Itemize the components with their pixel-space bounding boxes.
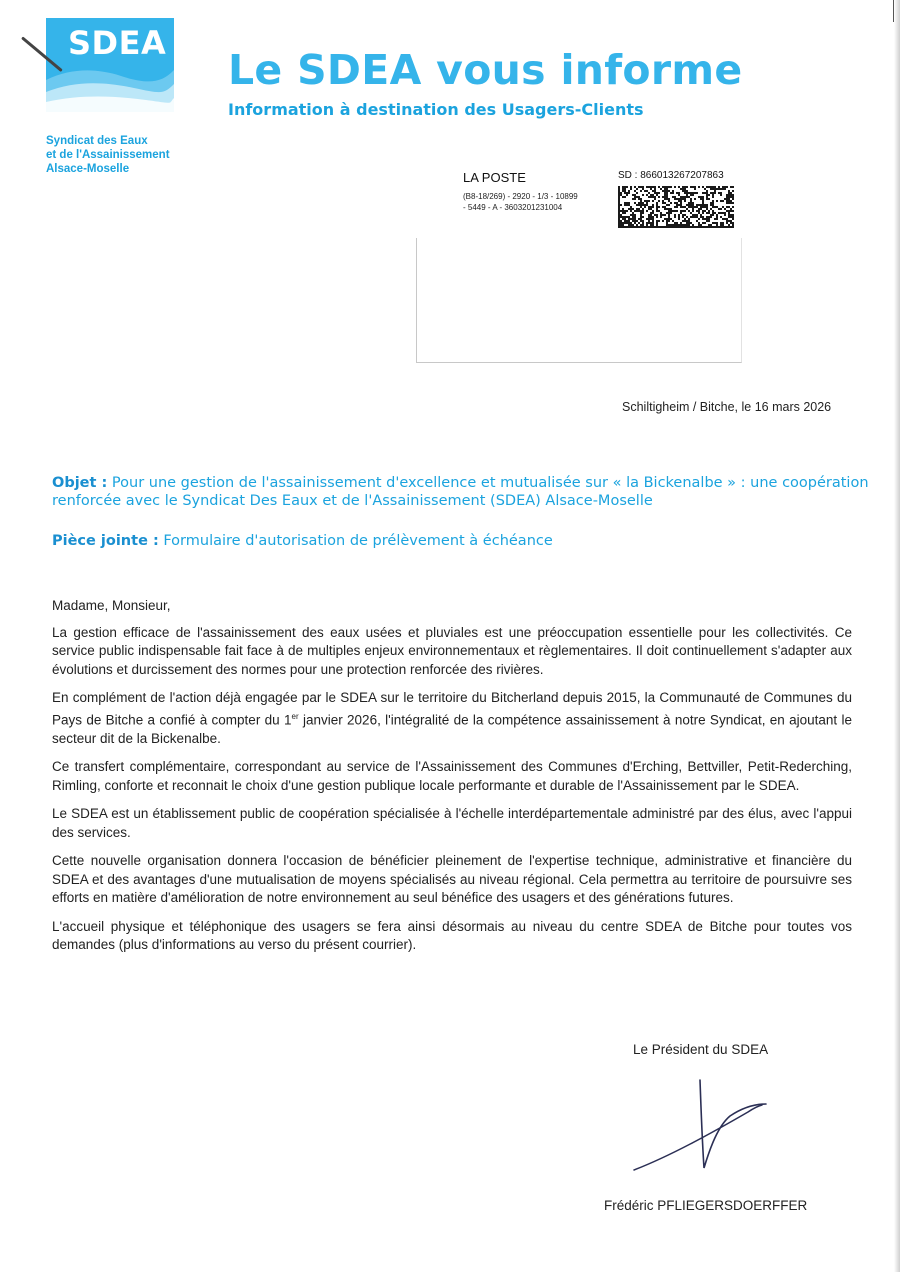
paragraph: La gestion efficace de l'assainissement des eaux usées et pluviales est une préoccupation essentielle pour les collectivités. Ce service public indispensable fait face à de multiples enjeux environnementaux et règlementaires. Il doit continuellement s'adapter aux évolutions et durcissement des normes pour une protection renforcée des rivières. bbox=[52, 624, 852, 677]
signer-title: Le Président du SDEA bbox=[633, 1042, 769, 1057]
subject-line bbox=[52, 474, 872, 510]
attachment-text: Formulaire d'autorisation de prélèvement à échéance bbox=[163, 533, 553, 549]
logo-caption-line: Alsace-Moselle bbox=[46, 163, 130, 175]
page-edge bbox=[894, 0, 900, 1272]
postage-carrier: LA POSTE bbox=[463, 170, 526, 185]
logo-caption-line: Syndicat des Eaux bbox=[46, 135, 148, 147]
sdea-logo bbox=[46, 18, 174, 112]
handwritten-signature bbox=[630, 1078, 770, 1178]
datamatrix-barcode bbox=[618, 186, 734, 228]
postage-code: (B8-18/269) - 2920 - 1/3 - 10899 - 5449 - A - 3603201231004 bbox=[463, 192, 578, 212]
attachment-label: Pièce jointe : bbox=[52, 533, 159, 549]
greeting: Madame, Monsieur, bbox=[52, 598, 171, 613]
letter-body bbox=[52, 597, 852, 965]
paragraph: Le SDEA est un établissement public de coopération spécialisée à l'échelle interdépartementale administré par des élus, avec l'appui des services. bbox=[52, 806, 852, 840]
address-window bbox=[416, 238, 742, 363]
paragraph: Ce transfert complémentaire, correspondant au service de l'Assainissement des Communes d'Erching, Bettviller, Petit-Rederching, Rimling, conforte et reconnait le choix d'une gestion publique locale performante et durable de l'Assainissement par le SDEA. bbox=[52, 759, 852, 793]
signer-name: Frédéric PFLIEGERSDOERFFER bbox=[604, 1198, 808, 1213]
logo-caption bbox=[46, 134, 170, 176]
logo-caption-line: et de l'Assainissement bbox=[46, 149, 170, 161]
letter-date: Schiltigheim / Bitche, le 16 mars 2026 bbox=[622, 400, 832, 414]
logo-text: SDEA bbox=[68, 24, 167, 62]
postage-sd-number: SD : 866013267207863 bbox=[618, 170, 724, 181]
paragraph: L'accueil physique et téléphonique des usagers se fera ainsi désormais au niveau du centre SDEA de Bitche pour toutes vos demandes (plus d'informations au verso du présent courrier). bbox=[52, 918, 852, 952]
paragraph-text: En complément de l'action déjà engagée par le SDEA sur le territoire du Bitcherland depuis 2015, la Communauté de Communes du Pays de Bitche a confié à compter du 1 bbox=[52, 690, 852, 727]
paragraph: Cette nouvelle organisation donnera l'occasion de bénéficier pleinement de l'expertise technique, administrative et financière du SDEA et des avantages d'une mutualisation de moyens spécialisés au niveau régional. Cela permettra au territoire de poursuivre ses efforts en matière d'amélioration de notre environnement au seul bénéfice des usagers et des générations futures. bbox=[52, 853, 852, 905]
subject-text: Pour une gestion de l'assainissement d'excellence et mutualisée sur « la Bickenalbe » : une coopération renforcée avec le Syndicat Des Eaux et de l'Assainissement (SDEA) Alsace-Moselle bbox=[52, 475, 869, 509]
ordinal-suffix: er bbox=[291, 711, 299, 721]
page-subtitle: Information à destination des Usagers-Clients bbox=[228, 100, 644, 119]
attachment-line bbox=[52, 533, 553, 549]
page-edge-mark bbox=[893, 0, 894, 22]
page-title: Le SDEA vous informe bbox=[228, 46, 743, 94]
paragraph bbox=[52, 689, 852, 748]
paragraph-text: janvier 2026, l'intégralité de la compétence assainissement à notre Syndicat, en ajoutant le secteur dit de la Bickenalbe. bbox=[52, 712, 853, 746]
subject-label: Objet : bbox=[52, 475, 108, 491]
